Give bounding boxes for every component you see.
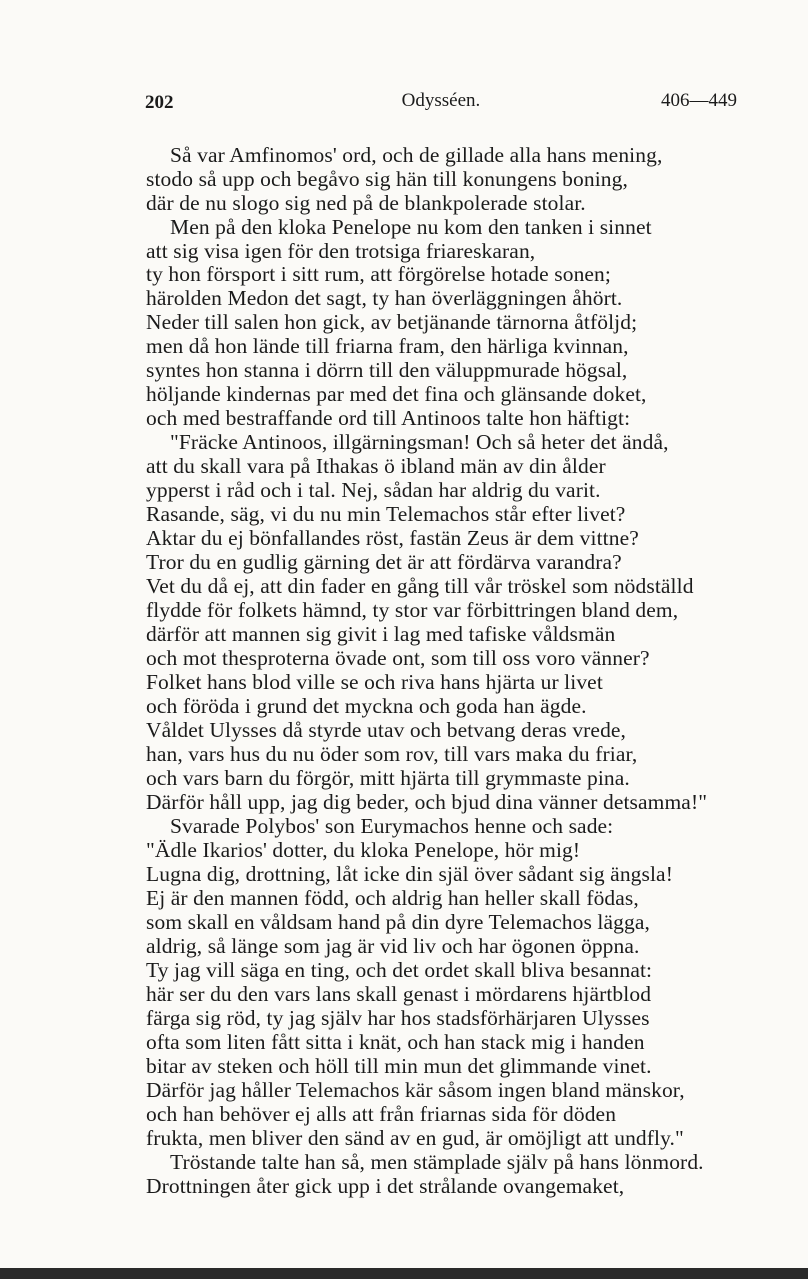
- text-line: Så var Amfinomos' ord, och de gillade alla hans mening,: [170, 143, 663, 167]
- text-line: Ty jag vill säga en ting, och det ordet skall bliva besannat:: [146, 958, 653, 982]
- text-line: Våldet Ulysses då styrde utav och betvang deras vrede,: [146, 718, 627, 742]
- text-line: och vars barn du förgör, mitt hjärta till grymmaste pina.: [146, 766, 630, 790]
- text-line: höljande kindernas par med det fina och glänsande doket,: [146, 382, 647, 406]
- text-line: men då hon lände till friarna fram, den härliga kvinnan,: [146, 334, 629, 358]
- text-line: Aktar du ej bönfallandes röst, fastän Zeus är dem vittne?: [146, 526, 639, 550]
- page-number: 202: [145, 92, 174, 113]
- text-line: som skall en våldsam hand på din dyre Telemachos lägga,: [146, 910, 650, 934]
- text-line: aldrig, så länge som jag är vid liv och har ögonen öppna.: [146, 934, 640, 958]
- text-line: ty hon försport i sitt rum, att förgörelse hotade sonen;: [146, 262, 611, 286]
- text-line: bitar av steken och höll till min mun det glimmande vinet.: [146, 1054, 652, 1078]
- text-line: där de nu slogo sig ned på de blankpolerade stolar.: [146, 191, 586, 215]
- text-line: och mot thesproterna övade ont, som till oss voro vänner?: [146, 646, 650, 670]
- text-line: Därför jag håller Telemachos kär såsom ingen bland mänskor,: [146, 1078, 685, 1102]
- text-line: Drottningen åter gick upp i det strålande ovangemaket,: [146, 1174, 625, 1198]
- page-header: [145, 90, 737, 118]
- text-line: flydde för folkets hämnd, ty stor var förbittringen bland dem,: [146, 598, 679, 622]
- text-line: Rasande, säg, vi du nu min Telemachos står efter livet?: [146, 502, 626, 526]
- text-line: här ser du den vars lans skall genast i mördarens hjärtblod: [146, 982, 652, 1006]
- text-line: Svarade Polybos' son Eurymachos henne och sade:: [170, 814, 614, 838]
- text-line: Folket hans blod ville se och riva hans hjärta ur livet: [146, 670, 603, 694]
- line-range: 406—449: [661, 90, 737, 111]
- text-line: Tröstande talte han så, men stämplade själv på hans lönmord.: [170, 1150, 704, 1174]
- text-line: han, vars hus du nu öder som rov, till vars maka du friar,: [146, 742, 638, 766]
- text-line: och med bestraffande ord till Antinoos talte hon häftigt:: [146, 406, 631, 430]
- text-line: syntes hon stanna i dörrn till den väluppmurade högsal,: [146, 358, 628, 382]
- text-line: "Fräcke Antinoos, illgärningsman! Och så heter det ändå,: [170, 430, 669, 454]
- text-line: Ej är den mannen född, och aldrig han heller skall födas,: [146, 886, 639, 910]
- text-line: Därför håll upp, jag dig beder, och bjud dina vänner detsamma!": [146, 790, 708, 814]
- text-line: Men på den kloka Penelope nu kom den tanken i sinnet: [170, 215, 652, 239]
- text-line: Tror du en gudlig gärning det är att fördärva varandra?: [146, 550, 622, 574]
- text-line: färga sig röd, ty jag själv har hos stadsförhärjaren Ulysses: [146, 1006, 650, 1030]
- text-line: frukta, men bliver den sänd av en gud, är omöjligt att undfly.": [146, 1126, 684, 1150]
- text-line: härolden Medon det sagt, ty han överläggningen åhört.: [146, 286, 623, 310]
- text-line: därför att mannen sig givit i lag med tafiske våldsmän: [146, 622, 616, 646]
- text-line: Vet du då ej, att din fader en gång till vår tröskel som nödställd: [146, 574, 694, 598]
- text-line: ofta som liten fått sitta i knät, och han stack mig i handen: [146, 1030, 645, 1054]
- scan-bottom-edge: [0, 1268, 808, 1279]
- text-line: och han behöver ej alls att från friarnas sida för döden: [146, 1102, 617, 1126]
- text-line: stodo så upp och begåvo sig hän till konungens boning,: [146, 167, 628, 191]
- running-title: Odysséen.: [401, 90, 481, 111]
- text-line: ypperst i råd och i tal. Nej, sådan har aldrig du varit.: [146, 478, 601, 502]
- text-line: att sig visa igen för den trotsiga friareskaran,: [146, 239, 536, 263]
- text-line: Lugna dig, drottning, låt icke din själ över sådant sig ängsla!: [146, 862, 673, 886]
- text-line: att du skall vara på Ithakas ö ibland män av din ålder: [146, 454, 606, 478]
- text-line: Neder till salen hon gick, av betjänande tärnorna åtföljd;: [146, 310, 638, 334]
- text-line: "Ädle Ikarios' dotter, du kloka Penelope, hör mig!: [146, 838, 581, 862]
- text-line: och föröda i grund det myckna och goda han ägde.: [146, 694, 587, 718]
